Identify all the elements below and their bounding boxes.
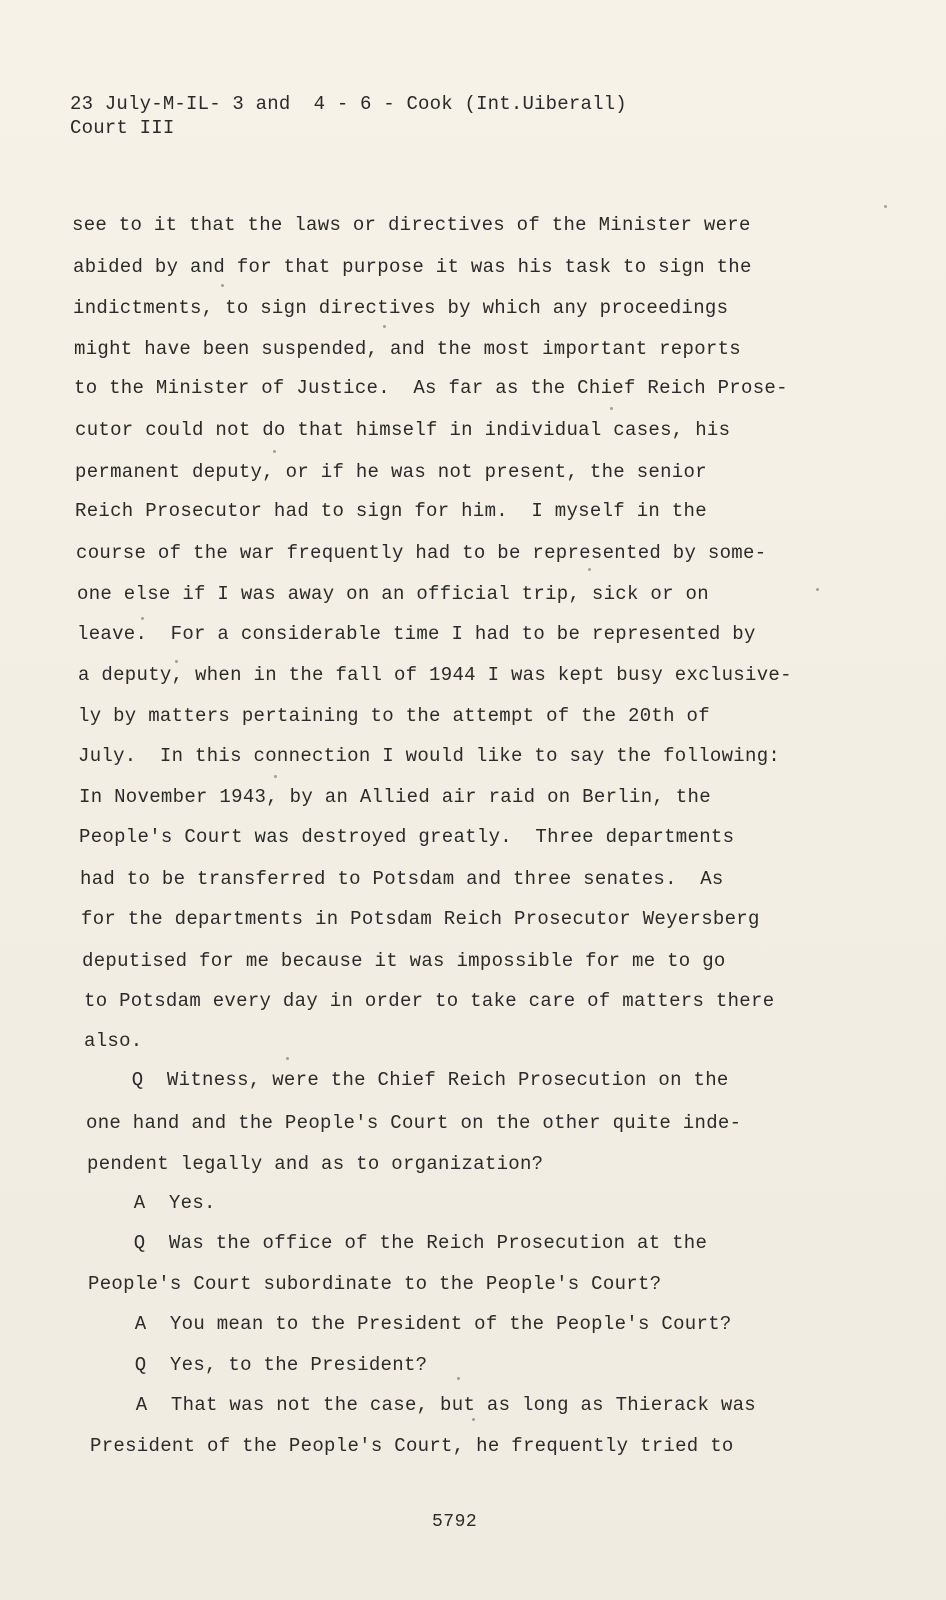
text-line: People's Court was destroyed greatly. Three departments: [79, 826, 735, 848]
text-line: A You mean to the President of the People's Court?: [88, 1313, 732, 1335]
text-line: to Potsdam every day in order to take care of matters there: [84, 990, 775, 1012]
text-line: permanent deputy, or if he was not present, the senior: [75, 461, 707, 483]
text-line: also.: [84, 1030, 143, 1052]
text-line: People's Court subordinate to the People's Court?: [88, 1273, 662, 1295]
text-line: A Yes.: [87, 1192, 216, 1214]
scan-speck: [221, 284, 224, 287]
text-line: to the Minister of Justice. As far as the Chief Reich Prose-: [74, 377, 788, 399]
text-line: abided by and for that purpose it was his task to sign the: [73, 256, 752, 278]
text-line: deputised for me because it was impossible for me to go: [82, 950, 726, 972]
text-line: see to it that the laws or directives of the Minister were: [72, 214, 751, 236]
text-line: Q Was the office of the Reich Prosecution at the: [87, 1232, 708, 1254]
scan-speck: [588, 568, 591, 571]
text-line: July. In this connection I would like to say the following:: [78, 745, 781, 767]
scan-speck: [383, 325, 386, 328]
scan-speck: [472, 1418, 475, 1421]
text-line: had to be transferred to Potsdam and three senates. As: [80, 868, 724, 890]
text-line: Q Witness, were the Chief Reich Prosecution on the: [85, 1069, 729, 1091]
scan-speck: [141, 617, 144, 620]
scan-speck: [610, 407, 613, 410]
header-line-2: Court III: [70, 117, 175, 139]
text-line: indictments, to sign directives by which any proceedings: [73, 297, 729, 319]
text-line: cutor could not do that himself in individual cases, his: [75, 419, 731, 441]
page-number: 5792: [432, 1512, 478, 1532]
text-line: one hand and the People's Court on the other quite inde-: [86, 1112, 742, 1134]
text-line: a deputy, when in the fall of 1944 I was kept busy exclusive-: [78, 664, 792, 686]
text-line: course of the war frequently had to be represented by some-: [76, 542, 767, 564]
header-line-1: 23 July-M-IL- 3 and 4 - 6 - Cook (Int.Uiberall): [70, 93, 627, 115]
scan-speck: [274, 775, 277, 778]
text-line: one else if I was away on an official trip, sick or on: [77, 583, 709, 605]
scan-speck: [175, 660, 178, 663]
text-line: In November 1943, by an Allied air raid on Berlin, the: [79, 786, 711, 808]
scan-speck: [286, 1057, 289, 1060]
text-line: for the departments in Potsdam Reich Prosecutor Weyersberg: [81, 908, 760, 930]
text-line: pendent legally and as to organization?: [87, 1153, 544, 1175]
text-line: Q Yes, to the President?: [88, 1354, 428, 1376]
text-line: Reich Prosecutor had to sign for him. I myself in the: [75, 500, 707, 522]
scan-speck: [884, 205, 887, 208]
text-line: ly by matters pertaining to the attempt of the 20th of: [78, 705, 710, 727]
text-line: leave. For a considerable time I had to be represented by: [77, 623, 756, 645]
scan-speck: [816, 588, 819, 591]
text-line: President of the People's Court, he frequently tried to: [90, 1435, 734, 1457]
scan-speck: [457, 1377, 460, 1380]
scan-speck: [273, 450, 276, 453]
text-line: might have been suspended, and the most important reports: [74, 338, 742, 360]
text-line: A That was not the case, but as long as Thierack was: [89, 1394, 757, 1416]
